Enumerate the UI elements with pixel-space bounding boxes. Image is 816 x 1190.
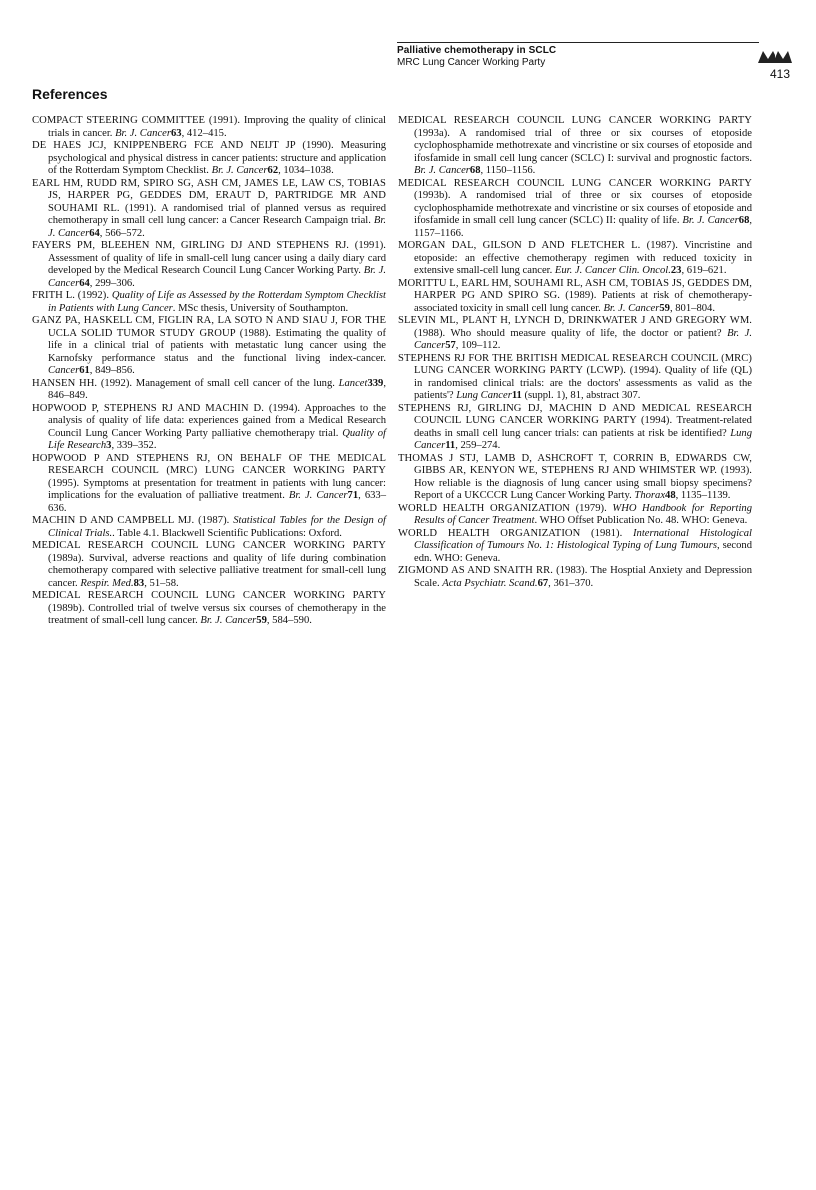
- reference-authors: HOPWOOD P AND STEPHENS RJ, ON BEHALF OF THE MEDICAL RESEARCH COUNCIL (MRC) LUNG CANCER WORKING PARTY (1995).: [32, 452, 386, 489]
- reference-entry: [398, 528, 752, 566]
- reference-authors: MEDICAL RESEARCH COUNCIL LUNG CANCER WORKING PARTY (1993b).: [398, 177, 752, 201]
- header-rule: [397, 42, 759, 43]
- reference-authors: SLEVIN ML, PLANT H, LYNCH D, DRINKWATER J AND GREGORY WM. (1988).: [398, 315, 752, 339]
- reference-entry: [398, 178, 752, 241]
- reference-text: Estimating the quality of life in a clinical trial of patients with metastatic lung cancer using the Karnofsky performance status and the functional living index-cancer.: [48, 327, 387, 364]
- reference-journal: Lung Cancer: [456, 390, 512, 401]
- reference-entry: [398, 278, 752, 316]
- page-number: 413: [770, 67, 791, 81]
- reference-pages: . MSc thesis, University of Southampton.: [172, 302, 349, 314]
- reference-pages: , 361–370.: [548, 577, 594, 589]
- reference-entry: [32, 403, 386, 453]
- reference-volume: 71: [347, 490, 359, 501]
- reference-entry: [398, 453, 752, 503]
- reference-text: Symptoms at presentation for treatment in patients with lung cancer: implications for the evaluation of palliative treatment.: [48, 477, 386, 501]
- reference-pages: , 259–274.: [455, 440, 501, 451]
- reference-entry: [398, 503, 752, 528]
- reference-authors: MEDICAL RESEARCH COUNCIL LUNG CANCER WORKING PARTY (1989b).: [32, 590, 386, 614]
- reference-journal: Br. J. Cancer: [211, 165, 268, 176]
- reference-pages: , 566–572.: [99, 227, 145, 239]
- reference-text: Vincristine and etoposide: an effective chemotherapy regimen with reduced toxicity in extensive small-cell lung cancer.: [414, 240, 752, 276]
- reference-text: Management of small cell cancer of the lung.: [132, 377, 339, 389]
- reference-pages: , 1135–1139.: [675, 490, 731, 501]
- reference-volume: 59: [659, 302, 670, 314]
- reference-pages: , 1034–1038.: [278, 165, 334, 176]
- reference-authors: HANSEN HH. (1992).: [32, 377, 133, 389]
- reference-text: Improving the quality of clinical trials in cancer.: [48, 115, 386, 139]
- reference-entry: [398, 565, 752, 590]
- reference-entry: [398, 353, 752, 403]
- reference-journal: Respir. Med.: [80, 577, 134, 589]
- reference-authors: MACHIN D AND CAMPBELL MJ. (1987).: [32, 515, 230, 526]
- reference-entry: [32, 140, 386, 178]
- reference-journal: Lung Cancer: [414, 427, 752, 451]
- reference-journal: Quality of Life as Assessed by the Rotterdam Symptom Checklist in Patients with Lung Cancer: [48, 290, 386, 314]
- running-header: [397, 42, 759, 68]
- reference-entry: [32, 378, 386, 403]
- reference-volume: 61: [79, 365, 90, 376]
- reference-journal: Thorax: [634, 490, 666, 501]
- reference-journal: Br. J. Cancer: [48, 265, 386, 289]
- reference-authors: WORLD HEALTH ORGANIZATION (1981).: [398, 527, 623, 539]
- reference-authors: MEDICAL RESEARCH COUNCIL LUNG CANCER WORKING PARTY (1993a).: [398, 115, 752, 139]
- reference-entry: [398, 403, 752, 453]
- reference-journal: Statistical Tables for the Design of Clinical Trials.: [48, 515, 386, 539]
- reference-pages: , 846–849.: [48, 377, 386, 401]
- reference-journal: Br. J. Cancer: [682, 215, 739, 226]
- reference-volume: 11: [445, 440, 456, 451]
- reference-volume: 57: [445, 340, 456, 351]
- reference-authors: FRITH L. (1992).: [32, 290, 110, 301]
- reference-pages: , 51–58.: [144, 577, 179, 589]
- reference-entry: [398, 315, 752, 353]
- reference-text: Patients at risk of chemotherapy-associated toxicity in small cell lung cancer.: [414, 290, 752, 314]
- reference-journal: Br. J. Cancer: [414, 165, 470, 176]
- reference-entry: [32, 290, 386, 315]
- reference-text: Treatment-related deaths in small cell lung cancer trials: can patients at risk be identified?: [414, 415, 752, 439]
- reference-entry: [32, 590, 386, 628]
- reference-text: A randomised trial of three or six courses of etoposide cyclophosphamide methotrexate and vincristine or six courses of etoposide and ifosfamide in small cell lung cancer (SCLC) II: quality of life.: [414, 190, 752, 226]
- reference-text: Measuring psychological and physical distress in cancer patients: structure and application of the Rotterdam Symptom Checklist.: [48, 140, 386, 176]
- reference-entry: [32, 178, 386, 241]
- reference-volume: 23: [670, 265, 682, 276]
- reference-authors: HOPWOOD P, STEPHENS RJ AND MACHIN D. (1994).: [32, 402, 301, 414]
- reference-authors: FAYERS PM, BLEEHEN NM, GIRLING DJ AND STEPHENS RJ. (1991).: [32, 240, 386, 251]
- reference-volume: 64: [89, 227, 100, 239]
- reference-pages: , 339–352.: [111, 440, 157, 451]
- reference-authors: DE HAES JCJ, KNIPPENBERG FCE AND NEIJT JP (1990).: [32, 140, 334, 151]
- reference-entry: [32, 240, 386, 290]
- reference-journal: Br. J. Cancer: [48, 215, 386, 239]
- reference-journal: Cancer: [48, 365, 80, 376]
- reference-text: Approaches to the analysis of quality of life data: experiences gained from a Medical Research Council Lung Cancer Working Party palliative chemotherapy trial.: [48, 402, 386, 439]
- reference-volume: 339: [367, 377, 384, 389]
- reference-journal: Br. J. Cancer: [603, 302, 660, 314]
- reference-volume: 59: [256, 615, 267, 626]
- reference-pages: , 633–636.: [48, 490, 387, 514]
- reference-volume: 68: [738, 215, 750, 226]
- reference-text: Survival, adverse reactions and quality of life during combination chemotherapy compared with selective palliative treatment for small-cell lung cancer.: [48, 552, 386, 589]
- publisher-logo-icon: [758, 45, 792, 65]
- reference-journal: International Histological Classification of Tumours No. 1: Histological Typing of Lung Tumours: [414, 527, 752, 551]
- reference-entry: [32, 315, 386, 378]
- reference-pages: . WHO Offset Publication No. 48. WHO: Geneva.: [534, 515, 748, 526]
- reference-authors: ZIGMOND AS AND SNAITH RR. (1983).: [398, 565, 588, 576]
- reference-entry: [32, 540, 386, 590]
- reference-text: The Hosptial Anxiety and Depression Scale.: [414, 565, 753, 589]
- reference-journal: Br. J. Cancer: [115, 127, 171, 139]
- reference-volume: 48: [665, 490, 676, 501]
- section-title: References: [32, 86, 108, 102]
- reference-text: [622, 528, 633, 539]
- reference-pages: , 412–415.: [181, 127, 227, 139]
- reference-entry: [32, 515, 386, 540]
- reference-text: Controlled trial of twelve versus six courses of chemotherapy in the treatment of small-cell lung cancer.: [48, 602, 386, 626]
- reference-volume: 64: [79, 277, 90, 289]
- reference-journal: WHO Handbook for Reporting Results of Cancer Treatment: [414, 502, 752, 526]
- reference-journal: Br. J. Cancer: [414, 327, 752, 351]
- reference-authors: EARL HM, RUDD RM, SPIRO SG, ASH CM, JAMES LE, LAW CS, TOBIAS JS, HARPER PG, GEDDES DM, ERAUT D, PARTRIDGE MR AND SOUHAMI RL. (1991).: [32, 177, 386, 214]
- reference-authors: THOMAS J STJ, LAMB D, ASHCROFT T, CORRIN B, EDWARDS CW, GIBBS AR, KENYON WE, STEPHENS RJ AND WHIMSTER WP. (1993).: [398, 452, 752, 476]
- reference-volume: 3: [106, 440, 112, 451]
- reference-volume: 67: [537, 577, 549, 589]
- reference-text: A randomised trial of planned versus as required chemotherapy in small cell lung cancer: a Cancer Research Campaign trial.: [48, 202, 387, 226]
- reference-authors: WORLD HEALTH ORGANIZATION (1979).: [398, 502, 607, 514]
- reference-authors: COMPACT STEERING COMMITTEE (1991).: [32, 115, 241, 126]
- reference-pages: , 1150–1156.: [480, 165, 536, 176]
- reference-text: How reliable is the diagnosis of lung cancer using small biopsy specimens? Report of a UKCCCR Lung Cancer Working Party.: [414, 477, 752, 501]
- reference-pages: , 1157–1166.: [414, 215, 753, 239]
- reference-authors: MEDICAL RESEARCH COUNCIL LUNG CANCER WORKING PARTY (1989a).: [32, 540, 386, 564]
- reference-authors: STEPHENS RJ, GIRLING DJ, MACHIN D AND MEDICAL RESEARCH COUNCIL LUNG CANCER WORKING PARTY (1994).: [398, 402, 752, 426]
- reference-pages: (suppl. 1), 81, abstract 307.: [521, 390, 641, 401]
- reference-pages: , 849–856.: [89, 365, 135, 376]
- reference-journal: Br. J. Cancer: [200, 615, 257, 626]
- reference-entry: [32, 453, 386, 516]
- reference-journal: Quality of Life Research: [48, 427, 386, 451]
- reference-journal: Br. J. Cancer: [288, 490, 348, 501]
- reference-pages: . Table 4.1. Blackwell Scientific Publications: Oxford.: [112, 527, 342, 539]
- reference-journal: Lancet: [338, 377, 368, 389]
- reference-authors: STEPHENS RJ FOR THE BRITISH MEDICAL RESEARCH COUNCIL (MRC) LUNG CANCER WORKING PARTY (LCWP). (1994).: [398, 352, 752, 376]
- reference-entry: [32, 115, 386, 140]
- reference-journal: Acta Psychiatr. Scand.: [442, 577, 538, 589]
- reference-pages: , 584–590.: [266, 615, 312, 626]
- reference-volume: 68: [469, 165, 481, 176]
- running-title: Palliative chemotherapy in SCLC: [397, 45, 557, 56]
- reference-pages: , 299–306.: [89, 277, 135, 289]
- references-right-column: [398, 115, 752, 590]
- reference-entry: [398, 115, 752, 178]
- reference-authors: MORGAN DAL, GILSON D AND FLETCHER L. (1987).: [398, 240, 678, 251]
- reference-volume: 83: [133, 577, 145, 589]
- reference-volume: 63: [170, 127, 182, 139]
- reference-pages: , 619–621.: [681, 265, 727, 276]
- reference-pages: , second edn. WHO: Geneva.: [414, 540, 752, 564]
- reference-volume: 62: [267, 165, 279, 176]
- reference-text: Quality of life (QL) in randomised clinical trials: are the doctors' assessments as valid as the patients'?: [414, 365, 752, 401]
- reference-entry: [398, 240, 752, 278]
- reference-volume: 11: [511, 390, 522, 401]
- references-left-column: [32, 115, 386, 628]
- reference-authors: MORITTU L, EARL HM, SOUHAMI RL, ASH CM, TOBIAS JS, GEDDES DM, HARPER PG AND SPIRO SG. (1989).: [398, 277, 752, 301]
- reference-text: Assessment of quality of life in small-cell lung cancer using a daily diary card developed by the Medical Research Council Lung Cancer Working Party.: [48, 252, 386, 276]
- running-subtitle: MRC Lung Cancer Working Party: [397, 57, 546, 68]
- reference-authors: GANZ PA, HASKELL CM, FIGLIN RA, LA SOTO N AND SIAU J, FOR THE UCLA SOLID TUMOR STUDY GROUP (1988).: [32, 315, 386, 339]
- reference-pages: , 109–112.: [455, 340, 501, 351]
- reference-text: Who should measure quality of life, the doctor or patient?: [445, 327, 728, 339]
- reference-text: A randomised trial of three or six courses of etoposide cyclophosphamide methotrexate and vincristine or six courses of etoposide and ifosfamide in small cell lung cancer (SCLC) I: survival and prognostic factors.: [414, 127, 752, 164]
- reference-journal: Eur. J. Cancer Clin. Oncol.: [554, 265, 671, 276]
- reference-pages: , 801–804.: [669, 302, 715, 314]
